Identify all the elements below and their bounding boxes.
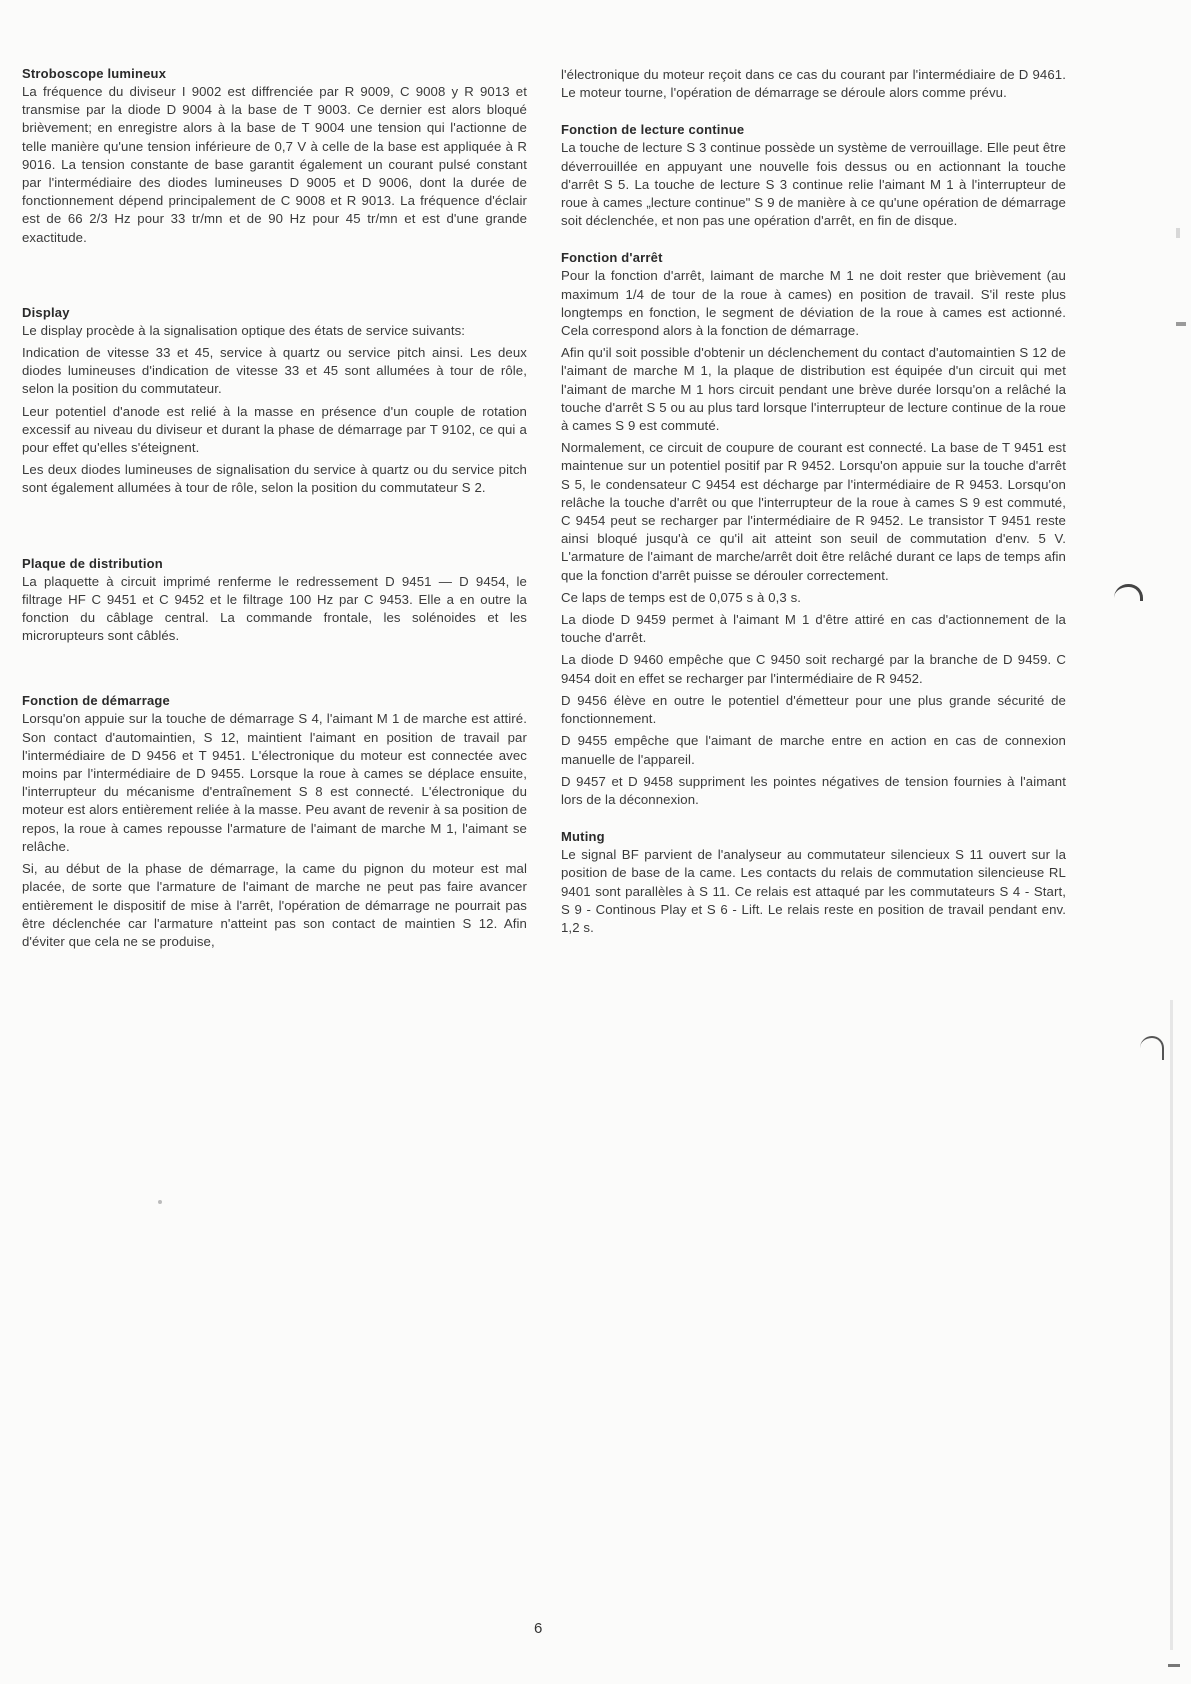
scan-mark bbox=[1170, 1000, 1173, 1650]
paragraph: Ce laps de temps est de 0,075 s à 0,3 s. bbox=[561, 589, 802, 605]
section-heading: Stroboscope lumineux bbox=[22, 66, 167, 81]
scan-mark bbox=[1114, 584, 1143, 601]
paragraph: Le display procède à la signalisation optique des états de service suivants: bbox=[22, 322, 466, 338]
section-continuation bbox=[561, 66, 1066, 102]
section-heading: Plaque de distribution bbox=[22, 555, 163, 571]
paragraph: Afin qu'il soit possible d'obtenir un déclenchement du contact d'automaintien S 12 de l'aimant de marche M 1, la plaque de distribution est équipée d'un circuit qui met l'aimant de marche M 1 hors circuit pendant une brève durée lorsqu'on a relâché la touche d'arrêt S 5 ou au plus tard lorsque l'interrupteur de lecture continue de la roue à cames S 9 est commuté. bbox=[561, 345, 1066, 434]
paragraph: D 9457 et D 9458 suppriment les pointes négatives de tension fournies à l'aimant lors de la déconnexion. bbox=[561, 773, 1066, 807]
section-plaque-distribution bbox=[22, 556, 527, 646]
paragraph: Lorsqu'on appuie sur la touche de démarrage S 4, l'aimant M 1 de marche est attiré. Son contact d'automaintien, S 12, maintient l'aimant en position de travail par l'intermédiaire de D 9456 et T 9451. L'électronique du moteur est connectée avec moins par l'intermédiaire de D 9455. Lorsque la roue à cames se déplace ensuite, l'interrupteur du mécanisme d'entraînement S 8 est connecté. L'électronique du moteur est alors entièrement reliée à la masse. Peu avant de revenir à sa position de repos, la roue à cames repousse l'armature de l'aimant de marche M 1, l'aimant se relâche. bbox=[22, 711, 527, 854]
paragraph: La touche de lecture S 3 continue possède un système de verrouillage. Elle peut être déverrouillée en appuyant une nouvelle fois dessus ou en actionnant la touche d'arrêt S 5. La touche de lecture S 3 continue relie l'aimant M 1 à l'interrupteur de roue à cames „lecture continue" S 9 de manière à ce qu'une opération de démarrage soit déclenchée, et non pas une opération d'arrêt, en fin de disque. bbox=[561, 140, 1066, 229]
section-heading: Muting bbox=[561, 829, 605, 845]
paragraph: Leur potentiel d'anode est relié à la masse en présence d'un couple de rotation excessif au niveau du diviseur et durant la phase de démarrage par T 9102, ce qui a pour effet qu'elles s'éteignent. bbox=[22, 403, 527, 456]
section-stroboscope bbox=[22, 66, 527, 247]
paragraph: Si, au début de la phase de démarrage, la came du pignon du moteur est mal placée, de sorte que l'armature de l'aimant de marche ne peut pas faire avancer entièrement le dispositif de mise à l'arrêt, l'opération de démarrage ne pourrait pas être déclenchée car l'armature n'atteint pas son contact de maintien S 12. Afin d'éviter que cela ne se produise, bbox=[22, 861, 527, 949]
paragraph: La diode D 9459 permet à l'aimant M 1 d'être attiré en cas d'actionnement de la touche d'arrêt. bbox=[561, 612, 1066, 646]
section-heading: Fonction de démarrage bbox=[22, 693, 170, 709]
section-heading: Fonction de lecture continue bbox=[561, 122, 745, 138]
paragraph: La diode D 9460 empêche que C 9450 soit rechargé par la branche de D 9459. C 9454 doit en effet se recharger par l'intermédiaire de R 9452. bbox=[561, 652, 1066, 686]
paragraph: D 9456 élève en outre le potentiel d'émetteur pour une plus grande sécurité de fonctionnement. bbox=[561, 692, 1066, 727]
paragraph: Les deux diodes lumineuses de signalisation du service à quartz ou du service pitch sont également allumées à tour de rôle, selon la position du commutateur S 2. bbox=[22, 462, 527, 496]
paragraph: La fréquence du diviseur I 9002 est diffrenciée par R 9009, C 9008 y R 9013 et transmise par la diode D 9004 à la base de T 9003. Ce dernier est alors bloqué brièvement; en enregistre alors à la base de T 9004 une tension qui l'actionne de telle manière qu'une tension inférieure de 0,7 V à celle de la base est appliquée à R 9016. La tension constante de base garantit également un courant pulsé constant par l'intermédiaire des diodes lumineuses D 9005 et D 9006, dont la durée de fonctionnement dépend principalement de C 9008 et R 9013. La fréquence d'éclair est de 66 2/3 Hz pour 33 tr/mn et de 90 Hz pour 45 tr/mn et est d'une grande exactitude. bbox=[22, 84, 527, 245]
section-heading: Display bbox=[22, 304, 70, 320]
paragraph: Le signal BF parvient de l'analyseur au commutateur silencieux S 11 ouvert sur la position de base de la came. Les contacts du relais de commutation silencieuse RL 9401 sont parallèles à S 11. Ce relais est attaqué par les commutateurs S 4 - Start, S 9 - Continous Play et S 6 - Lift. Le relais reste en position de travail pendant env. 1,2 s. bbox=[561, 847, 1066, 935]
section-lecture-continue bbox=[561, 122, 1066, 230]
section-fonction-demarrage bbox=[22, 693, 527, 951]
paragraph: D 9455 empêche que l'aimant de marche entre en action en cas de connexion manuelle de l'appareil. bbox=[561, 733, 1066, 767]
paragraph: Normalement, ce circuit de coupure de courant est connecté. La base de T 9451 est maintenue sur un potentiel positif par R 9452. Lorsqu'on appuie sur la touche d'arrêt S 5, le condensateur C 9454 est décharge par l'intermédiaire de R 9453. Lorsqu'on relâche la touche d'arrêt ou que l'interrupteur de la roue à cames S 9 est commuté, C 9454 peut se recharger par l'intermédiaire de R 9452. Le transistor T 9451 reste ainsi bloqué jusqu'à ce qu'il ait atteint son seuil de commutation d'env. 5 V. L'armature de l'aimant de marche/arrêt doit être relâché durant ce laps de temps afin que la fonction d'arrêt puisse se dérouler correctement. bbox=[561, 440, 1066, 583]
section-heading: Fonction d'arrêt bbox=[561, 250, 663, 266]
scan-mark bbox=[1176, 322, 1186, 326]
paragraph: l'électronique du moteur reçoit dans ce cas du courant par l'intermédiaire de D 9461. Le moteur tourne, l'opération de démarrage se déroule alors comme prévu. bbox=[561, 67, 1066, 101]
section-fonction-arret bbox=[561, 250, 1066, 809]
section-muting bbox=[561, 829, 1066, 937]
paragraph: Pour la fonction d'arrêt, laimant de marche M 1 ne doit rester que brièvement (au maximum 1/4 de tour de la roue à cames) en position de travail. S'il reste plus longtemps en fonction, le segment de déviation de la roue à cames est actionné. Cela correspond alors à la fonction de démarrage. bbox=[561, 268, 1066, 339]
section-display bbox=[22, 305, 527, 498]
scan-mark bbox=[158, 1200, 162, 1204]
left-column bbox=[22, 66, 527, 955]
paragraph: Indication de vitesse 33 et 45, service à quartz ou service pitch ainsi. Les deux diodes lumineuses d'indication de vitesse 33 et 45 sont allumées à tour de rôle, selon la position du commutateur. bbox=[22, 345, 527, 397]
paragraph: La plaquette à circuit imprimé renferme le redressement D 9451 — D 9454, le filtrage HF C 9451 et C 9452 et le filtrage 100 Hz par C 9453. Elle a en outre la fonction du câblage central. La commande frontale, les solénoides et les microrupteurs sont câblés. bbox=[22, 573, 527, 644]
page-number: 6 bbox=[534, 1620, 543, 1637]
scan-mark bbox=[1168, 1664, 1180, 1667]
scan-mark bbox=[1176, 228, 1180, 238]
right-column bbox=[561, 66, 1066, 941]
scan-mark bbox=[1140, 1036, 1164, 1060]
